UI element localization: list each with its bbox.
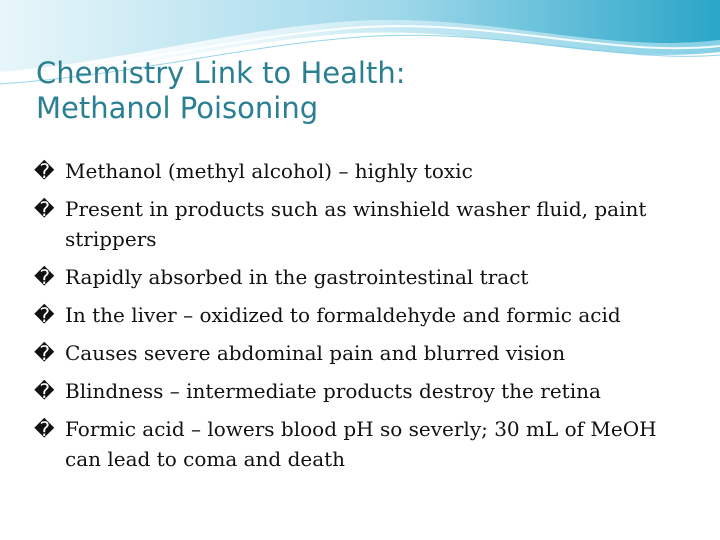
bullet-text: Blindness – intermediate products destroy the retina [65, 379, 601, 403]
bullet-glyph-icon: � [34, 159, 55, 183]
slide-title [36, 56, 686, 126]
slide-title-line-2: Methanol Poisoning [36, 91, 319, 125]
bullet-text: Formic acid – lowers blood pH so severly; 30 mL of MeOH can lead to coma and death [65, 417, 657, 471]
bullet-glyph-icon: � [34, 341, 55, 365]
bullet-text: In the liver – oxidized to formaldehyde and formic acid [65, 303, 621, 327]
bullet-item [34, 376, 694, 406]
bullet-text: Causes severe abdominal pain and blurred vision [65, 341, 566, 365]
slide-title-line-1: Chemistry Link to Health: [36, 56, 406, 90]
bullet-glyph-icon: � [34, 417, 55, 441]
bullet-text: Present in products such as winshield washer fluid, paint strippers [65, 197, 647, 251]
bullet-item [34, 156, 694, 186]
bullet-item [34, 338, 694, 368]
bullet-glyph-icon: � [34, 379, 55, 403]
bullet-glyph-icon: � [34, 265, 55, 289]
bullet-glyph-icon: � [34, 197, 55, 221]
bullet-text: Methanol (methyl alcohol) – highly toxic [65, 159, 473, 183]
bullet-item [34, 262, 694, 292]
bullet-item [34, 414, 694, 474]
bullet-item [34, 194, 694, 254]
bullet-list [34, 156, 694, 482]
bullet-item [34, 300, 694, 330]
bullet-text: Rapidly absorbed in the gastrointestinal tract [65, 265, 529, 289]
bullet-glyph-icon: � [34, 303, 55, 327]
